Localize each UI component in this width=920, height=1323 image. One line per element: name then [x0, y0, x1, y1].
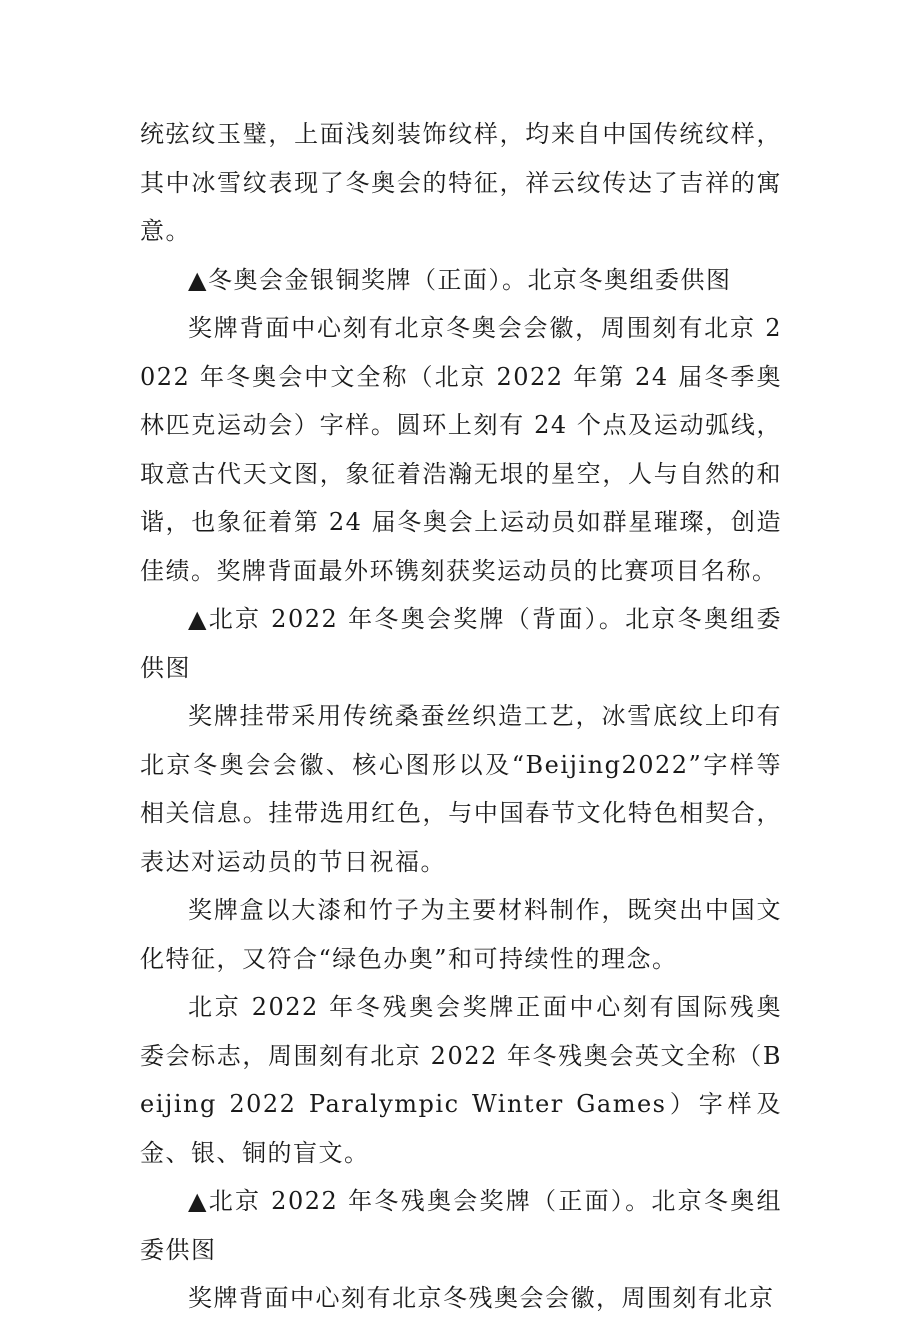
paragraph-medal-back-design: 奖牌背面中心刻有北京冬奥会会徽，周围刻有北京 2022 年冬奥会中文全称（北京 2022 年第 24 届冬季奥林匹克运动会）字样。圆环上刻有 24 个点及运动弧线，取意古代天文图，象征着浩瀚无垠的星空，人与自然的和谐，也象征着第 24 届冬奥会上运动员如群星璀璨，创造佳绩。奖牌背面最外环镌刻获奖运动员的比赛项目名称。 [140, 314, 782, 585]
caption-paralympic-medal-front: ▲北京 2022 年冬残奥会奖牌（正面）。北京冬奥组委供图 [140, 1187, 782, 1264]
caption-olympic-medals-front: ▲冬奥会金银铜奖牌（正面）。北京冬奥组委供图 [188, 265, 732, 294]
paragraph-medal-box: 奖牌盒以大漆和竹子为主要材料制作，既突出中国文化特征，又符合“绿色办奥”和可持续性的理念。 [140, 896, 782, 973]
paragraph-paralympic-medal-back: 奖牌背面中心刻有北京冬残奥会会徽，周围刻有北京 [188, 1284, 775, 1312]
paragraph-jade-bi-patterns: 统弦纹玉璧，上面浅刻装饰纹样，均来自中国传统纹样，其中冰雪纹表现了冬奥会的特征，祥云纹传达了吉祥的寓意。 [140, 120, 782, 245]
paragraph-medal-ribbon: 奖牌挂带采用传统桑蚕丝织造工艺，冰雪底纹上印有北京冬奥会会徽、核心图形以及“Beijing2022”字样等相关信息。挂带选用红色，与中国春节文化特色相契合，表达对运动员的节日祝福。 [140, 702, 782, 876]
paragraph-paralympic-medal-front: 北京 2022 年冬残奥会奖牌正面中心刻有国际残奥委会标志，周围刻有北京 2022 年冬残奥会英文全称（Beijing 2022 Paralympic Winter Games）字样及金、银、铜的盲文。 [140, 993, 782, 1167]
caption-olympic-medal-back: ▲北京 2022 年冬奥会奖牌（背面）。北京冬奥组委供图 [140, 605, 782, 682]
document-page [140, 110, 782, 1323]
